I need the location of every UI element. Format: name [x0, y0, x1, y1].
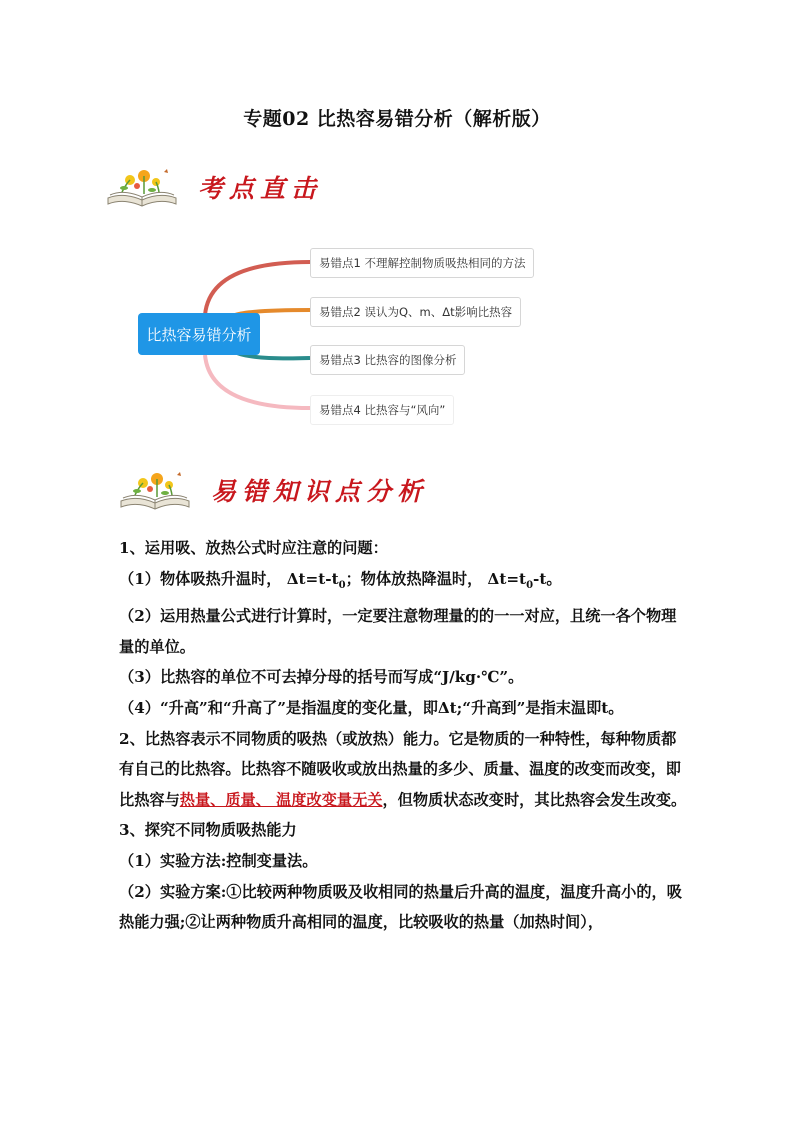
paragraph-4: （3）比热容的单位不可去掉分母的括号而写成“J/kg·℃”。 — [119, 668, 524, 687]
open-book-flowers-icon — [117, 467, 193, 513]
paragraph-8: （1）实验方法:控制变量法。 — [119, 851, 318, 870]
paragraph-1: 1、运用吸、放热公式时应注意的问题： — [119, 539, 388, 557]
open-book-flowers-icon — [104, 164, 180, 210]
section-header-kaodian — [104, 163, 322, 211]
paragraph-2: （1）物体吸热升温时， $\Delta t=t-t_0$；物体放热降温时， $\Delta t=t_0-t$。 — [119, 569, 562, 591]
mind-map — [130, 240, 570, 430]
mind-map-root: 比热容易错分析 — [138, 313, 260, 355]
mind-map-node-1: 易错点1 不理解控制物质吸热相同的方法 — [310, 248, 534, 278]
paragraph-5: （4）“升高”和“升高了”是指温度的变化量，即Δt;“升高到”是指末温即t。 — [119, 699, 624, 717]
mind-map-node-2: 易错点2 误认为Q、m、Δt影响比热容 — [310, 297, 521, 327]
highlighted-text: 热量、质量、 温度改变量无关 — [179, 790, 383, 809]
body-content — [119, 533, 689, 938]
paragraph-9: （2）实验方案:①比较两种物质吸及收相同的热量后升高的温度，温度升高小的，吸热能力强;②让两种物质升高相同的温度，比较吸收的热量（加热时间）， — [119, 882, 682, 932]
section-title-yicuo: 易错知识点分析 — [211, 477, 429, 506]
mind-map-node-3: 易错点3 比热容的图像分析 — [310, 345, 465, 375]
mind-map-node-4: 易错点4 比热容与“风向” — [310, 395, 454, 425]
section-title-kaodian: 考点直击 — [198, 174, 323, 203]
paragraph-7: 3、探究不同物质吸热能力 — [119, 821, 297, 840]
paragraph-3: （2）运用热量公式进行计算时，一定要注意物理量的的一一对应，且统一各个物理量的单位。 — [119, 607, 677, 656]
paragraph-6: 2、比热容表示不同物质的吸热（或放热）能力。它是物质的一种特性，每种物质都有自己的比热容。比热容不随吸收或放出热量的多少、质量、温度的改变而改变，即比热容与热量、质量、 温度改变量无关，但物质状态改变时，其比热容会发生改变。 — [119, 729, 687, 809]
section-header-yicuo — [117, 466, 428, 514]
page-title: 专题02 比热容易错分析（解析版） — [243, 108, 551, 130]
